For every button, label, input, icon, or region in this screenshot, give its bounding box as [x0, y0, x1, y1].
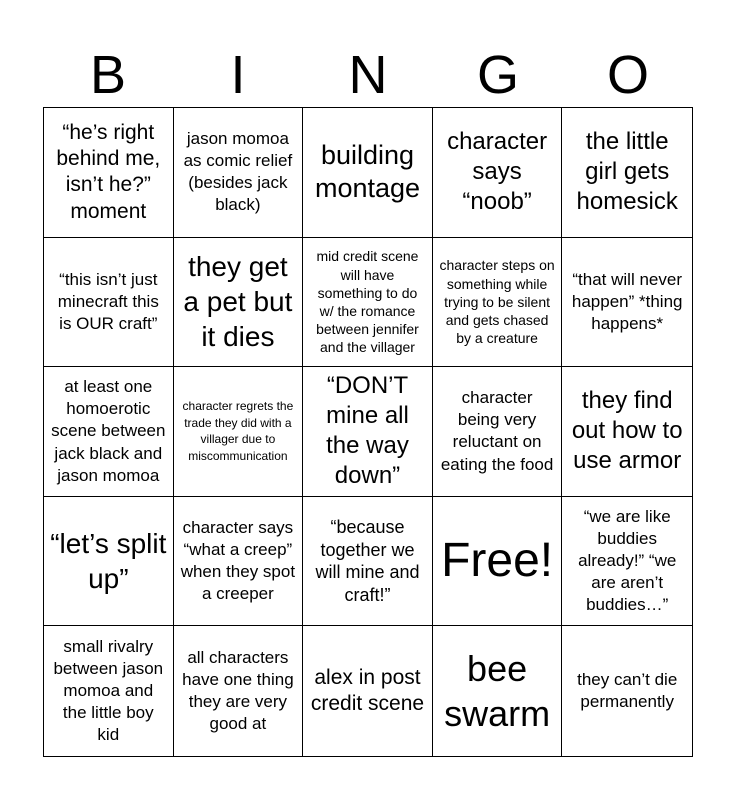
header-letter-o: O [606, 45, 649, 105]
cell-text: character steps on something while trying to be silent and gets chased by a creature [439, 257, 555, 347]
cell-text: character being very reluctant on eating the food [440, 388, 554, 474]
header-letter-b: B [89, 45, 127, 105]
cell-text: “we are like buddies already!” “we are aren’t buddies…” [578, 506, 677, 615]
bingo-cell[interactable] [44, 108, 174, 238]
cell-text: jason momoa as comic relief (besides jack black) [183, 129, 293, 215]
cell-text: “because together we will mine and craft!” [315, 517, 420, 605]
cell-text: “that will never happen” *thing happens* [571, 269, 683, 333]
bingo-cell[interactable] [174, 108, 304, 238]
bingo-cell[interactable] [433, 626, 563, 756]
cell-text: at least one homoerotic scene between jack black and jason momoa [51, 377, 166, 485]
cell-text: they get a pet but it dies [183, 251, 293, 353]
bingo-cell[interactable] [44, 367, 174, 497]
cell-text: the little girl gets homesick [576, 128, 678, 216]
cell-text: bee swarm [444, 648, 551, 735]
bingo-cell[interactable] [303, 626, 433, 756]
header-letter-n: N [348, 45, 388, 105]
bingo-cell[interactable] [562, 626, 692, 756]
header-letter-i: I [230, 45, 246, 105]
cell-text: alex in post credit scene [310, 665, 425, 716]
bingo-cell[interactable] [562, 497, 692, 627]
bingo-cell[interactable] [433, 108, 563, 238]
cell-text: “let’s split up” [50, 528, 167, 595]
cell-text: “this isn’t just minecraft this is OUR craft” [57, 269, 159, 333]
bingo-cell[interactable] [174, 626, 304, 756]
cell-text: all characters have one thing they are very good at [182, 648, 294, 734]
cell-text: character regrets the trade they did with a villager due to miscommunication [182, 398, 294, 464]
cell-text: mid credit scene will have something to do w/ the romance between jennifer and the villager [316, 248, 419, 356]
bingo-cell[interactable] [303, 108, 433, 238]
bingo-cell[interactable] [44, 238, 174, 368]
header-letter-g: G [476, 45, 519, 105]
bingo-cell[interactable] [174, 367, 304, 497]
bingo-header [43, 44, 693, 106]
bingo-cell[interactable] [44, 497, 174, 627]
free-space[interactable] [433, 497, 563, 627]
bingo-cell[interactable] [433, 367, 563, 497]
bingo-cell[interactable] [44, 626, 174, 756]
bingo-cell[interactable] [303, 367, 433, 497]
bingo-cell[interactable] [303, 497, 433, 627]
cell-text: “he’s right behind me, isn’t he?” moment [56, 120, 161, 223]
cell-text: they find out how to use armor [571, 387, 683, 475]
bingo-cell[interactable] [174, 497, 304, 627]
cell-text: “DON’T mine all the way down” [326, 372, 409, 490]
cell-text: they can’t die permanently [577, 670, 678, 712]
cell-text: small rivalry between jason momoa and the little boy kid [53, 636, 164, 745]
bingo-cell[interactable] [433, 238, 563, 368]
cell-text: building montage [314, 139, 421, 204]
bingo-cell[interactable] [303, 238, 433, 368]
cell-text: character says “noob” [447, 128, 548, 216]
cell-text: character says “what a creep” when they spot a creeper [180, 517, 296, 604]
bingo-cell[interactable] [562, 108, 692, 238]
bingo-cell[interactable] [562, 367, 692, 497]
free-space-label: Free! [441, 534, 554, 588]
bingo-board [43, 107, 693, 757]
bingo-cell[interactable] [174, 238, 304, 368]
bingo-cell[interactable] [562, 238, 692, 368]
